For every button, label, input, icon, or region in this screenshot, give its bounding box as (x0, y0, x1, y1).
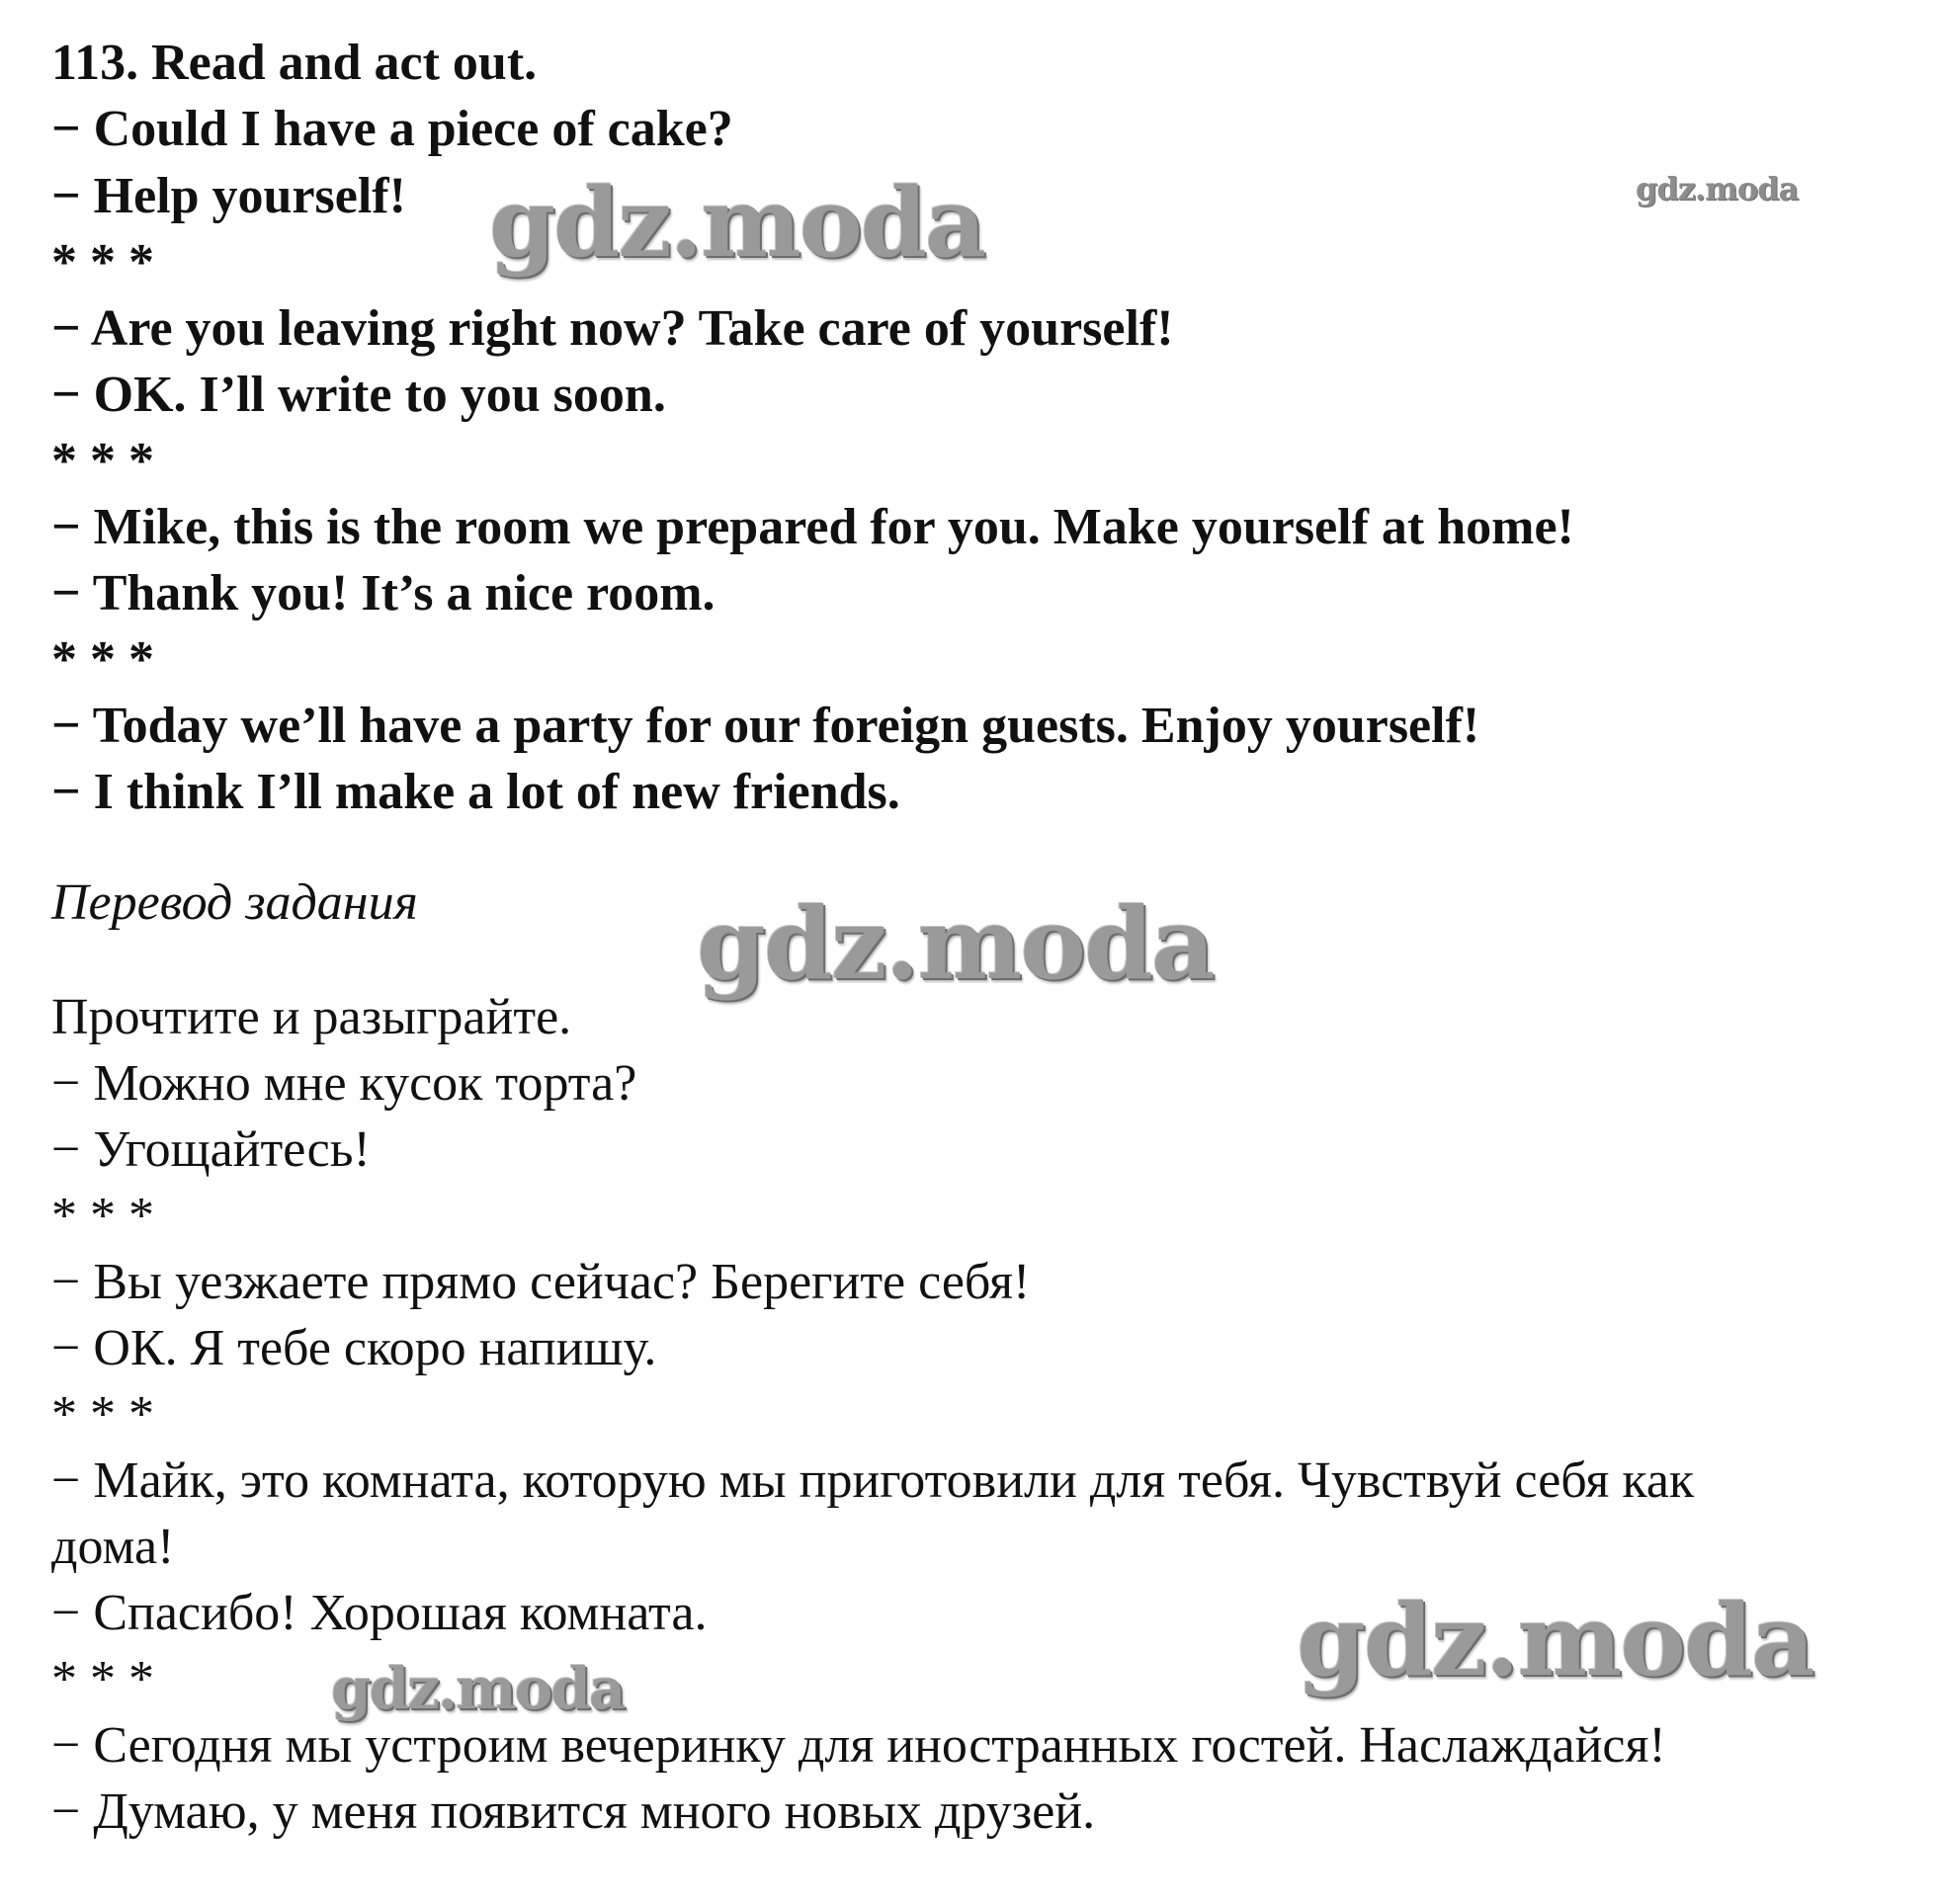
translation-line: − Думаю, у меня появится много новых друзей. (51, 1783, 1096, 1840)
english-line: − Are you leaving right now? Take care of yourself! (51, 300, 1174, 357)
english-line: − Today we’ll have a party for our foreign guests. Enjoy yourself! (51, 698, 1480, 754)
translation-line: − ОК. Я тебе скоро напишу. (51, 1320, 657, 1376)
english-line: − Help yourself! (51, 168, 406, 224)
translation-line: − Спасибо! Хорошая комната. (51, 1585, 708, 1641)
translation-line: − Можно мне кусок торта? (51, 1055, 637, 1112)
separator-stars: * * * (51, 1651, 154, 1707)
separator-stars: * * * (51, 234, 154, 290)
translation-line: − Вы уезжаете прямо сейчас? Берегите себя! (51, 1254, 1031, 1310)
watermark-logo: gdz.moda (697, 885, 1214, 1002)
watermark-logo: gdz.moda (489, 167, 985, 279)
english-line: − Mike, this is the room we prepared for you. Make yourself at home! (51, 499, 1574, 555)
english-line: − Thank you! It’s a nice room. (51, 565, 716, 621)
translation-line: − Угощайтесь! (51, 1121, 371, 1178)
english-line: − Could I have a piece of cake? (51, 101, 733, 157)
translation-heading: Перевод задания (51, 874, 418, 931)
english-line: − I think I’ll make a lot of new friends. (51, 764, 900, 820)
translation-line: дома! (51, 1519, 175, 1575)
watermark-logo: gdz.moda (1297, 1582, 1813, 1698)
translation-line: − Сегодня мы устроим вечеринку для иностранных гостей. Наслаждайся! (51, 1717, 1666, 1774)
translation-line: Прочтите и разыграйте. (51, 989, 572, 1045)
separator-stars: * * * (51, 1386, 154, 1443)
separator-stars: * * * (51, 433, 154, 489)
english-line: − OK. I’ll write to you soon. (51, 367, 666, 423)
watermark-logo: gdz.moda (331, 1655, 625, 1722)
task-title: 113. Read and act out. (51, 35, 538, 91)
separator-stars: * * * (51, 1188, 154, 1244)
watermark-logo: gdz.moda (1636, 170, 1799, 207)
translation-line: − Майк, это комната, которую мы приготовили для тебя. Чувствуй себя как (51, 1452, 1695, 1509)
separator-stars: * * * (51, 631, 154, 688)
